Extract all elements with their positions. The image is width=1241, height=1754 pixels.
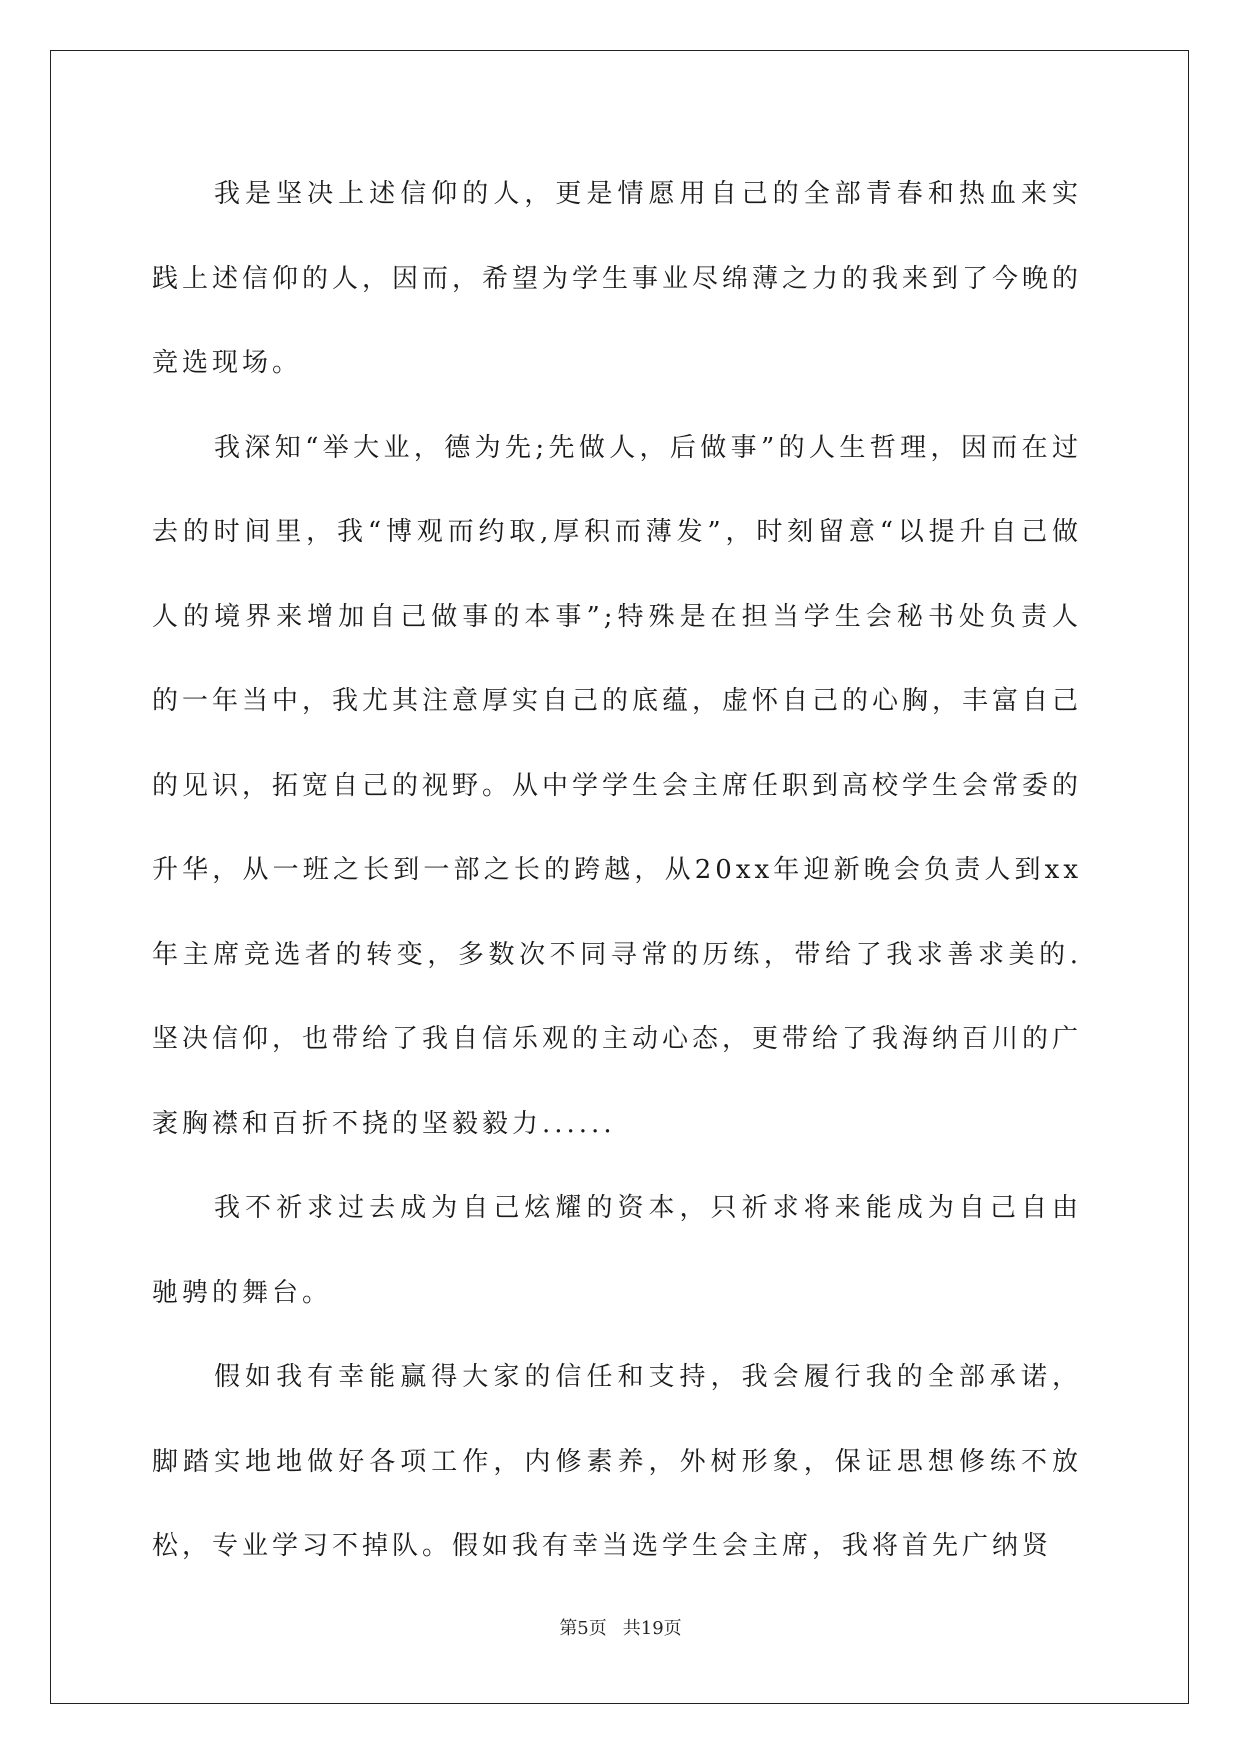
page-total: 共19页 [622,1618,682,1639]
page-footer [0,1614,1241,1640]
paragraph: 假如我有幸能赢得大家的信任和支持，我会履行我的全部承诺，脚踏实地地做好各项工作，内修素养，外树形象，保证思想修练不放松，专业学习不掉队。假如我有幸当选学生会主席，我将首先广纳贤 [152,1362,1082,1561]
document-body [152,152,1082,1589]
paragraph: 我是坚决上述信仰的人，更是情愿用自己的全部青春和热血来实践上述信仰的人，因而，希望为学生事业尽绵薄之力的我来到了今晚的竞选现场。 [152,179,1083,378]
page-number: 第5页 [559,1618,607,1639]
paragraph: 我深知“举大业，德为先;先做人，后做事”的人生哲理，因而在过去的时间里，我“博观而约取,厚积而薄发”，时刻留意“以提升自己做人的境界来增加自己做事的本事”;特殊是在担当学生会秘书处负责人的一年当中，我尤其注意厚实自己的底蕴，虚怀自己的心胸，丰富自己的见识，拓宽自己的视野。从中学学生会主席任职到高校学生会常委的升华，从一班之长到一部之长的跨越，从20xx年迎新晚会负责人到xx年主席竞选者的转变，多数次不同寻常的历练，带给了我求善求美的.坚决信仰，也带给了我自信乐观的主动心态，更带给了我海纳百川的广袤胸襟和百折不挠的坚毅毅力...... [152,432,1083,1139]
paragraph: 我不祈求过去成为自己炫耀的资本，只祈求将来能成为自己自由驰骋的舞台。 [152,1193,1082,1308]
